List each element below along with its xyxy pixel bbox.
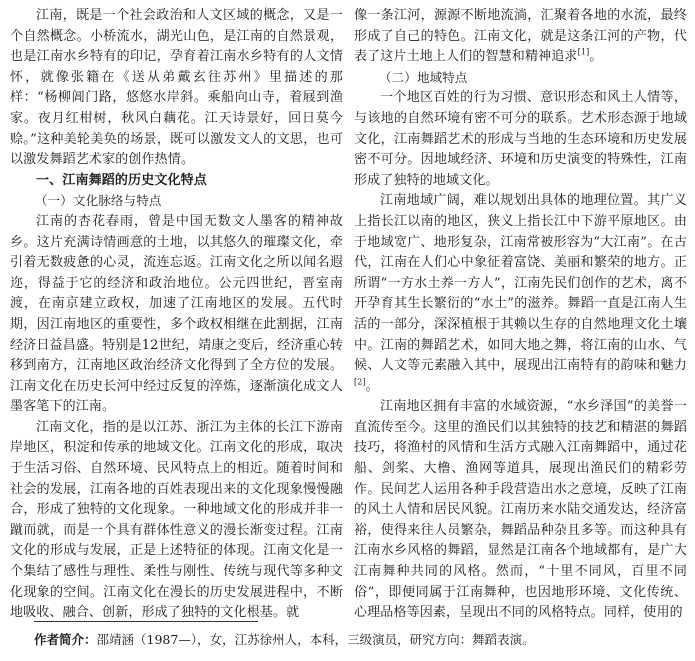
continued-paragraph-end: 。 — [589, 49, 603, 65]
right-column — [354, 6, 687, 624]
culture-paragraph-1: 江南的杏花春雨，曾是中国无数文人墨客的精神故乡。这片充满诗情画意的土地，以其悠久的璀璨文化，牵引着无数疲惫的心灵，流连忘返。江南文化之所以闻名遐迩，得益于它的经济和政治地位。公元四世纪，晋室南渡，在南京建立政权，加速了江南地区的发展。五代时期，因江南地区的重要性，多个政权相继在此割据，江南经济日益昌盛。特别是12世纪，靖康之变后，经济重心转移到南方，江南地区政治经济文化得到了全方位的发展。江南文化在历史长河中经过反复的淬炼，逐渐演化成文人墨客笔下的江南。 — [10, 213, 343, 415]
subsection-heading-culture: （一）文化脉络与特点 — [35, 193, 162, 209]
region-paragraph-2 — [354, 191, 687, 397]
author-note-text: 邵靖涵（1987—），女，江苏徐州人，本科，三级演员，研究方向：舞蹈表演。 — [96, 632, 535, 647]
region-paragraph-2-text: 江南地域广阔，难以规划出具体的地理位置。其广义上指长江以南的地区，狭义上指长江中下游平原地区。由于地域宽广、地形复杂，江南常被形容为“大江南”。在古代，江南在人们心中象征着富饶、美丽和繁荣的地方。正所谓“一方水土养一方人”，江南先民们创作的艺术，离不开孕育其生长繁衍的“水土”的滋养。舞蹈一直是江南人生活的一部分，深深植根于其赖以生存的自然地理文化土壤中。江南的舞蹈艺术，如同大地之舞，将江南的山水、气候、人文等元素融入其中，展现出江南特有的韵味和魅力 — [354, 193, 687, 374]
intro-paragraph: 江南，既是一个社会政治和人文区域的概念，又是一个自然概念。小桥流水，湖光山色，是江南的自然景观，也是江南水乡特有的印记，孕育着江南水乡特有的人文情怀，就像张籍在《送从弟戴玄往苏州》里描述的那样：“杨柳阊门路，悠悠水岸斜。乘船向山寺，着屐到渔家。夜月红柑树，秋风白藕花。江天诗景好，回日莫今赊。”这种美轮美奂的场景，既可以激发文人的文思，也可以激发舞蹈艺术家的创作热情。 — [10, 8, 343, 168]
left-column — [10, 6, 343, 624]
region-paragraph-1: 一个地区百姓的行为习惯、意识形态和风土人情等，与该地的自然环境有密不可分的联系。艺术形态源于地域文化，江南舞蹈艺术的形成与当地的生态环境和历史发展密不可分。因地域经济、环境和历史演变的特殊性，江南形成了独特的地域文化。 — [354, 90, 687, 188]
footnote-divider — [34, 621, 258, 622]
culture-paragraph-2: 江南文化，指的是以江苏、浙江为主体的长江下游南岸地区，积淀和传承的地域文化。江南文化的形成，取决于生活习俗、自然环境、民风特点上的相近。随着时间和社会的发展，江南各地的百姓表现出来的文化现象慢慢融合，形成了独特的文化现象。一种地域文化的形成并非一蹴而就，而是一个具有群体性意义的漫长渐变过程。江南文化的形成与发展，正是上述特征的体现。江南文化是一个集结了感性与理性、柔性与刚性、传统与现代等多种文化现象的空间。江南文化在漫长的历史发展进程中，不断地吸收、融合、创新，形成了独特的文化根基。就 — [10, 419, 343, 621]
section-heading: 一、江南舞蹈的历史文化特点 — [36, 172, 207, 188]
citation-ref-1: [1] — [577, 47, 590, 57]
region-paragraph-2-end: 。 — [365, 378, 379, 394]
author-note-label: 作者简介： — [34, 632, 97, 647]
citation-ref-2: [2] — [354, 377, 366, 387]
region-paragraph-3: 江南地区拥有丰富的水域资源，“水乡泽国”的美誉一直流传至今。这里的渔民们以其独特的技艺和精湛的舞蹈技巧，将渔村的风情和生活方式融入江南舞蹈中，通过花船、剑桨、大橹、渔网等道具，展现出渔民们的精彩劳作。民间艺人运用各种手段营造出水之意境，反映了江南的风土人情和居民风貌。江南历来水陆交通发达，经济富裕，使得来往人员繁杂，舞蹈品种杂且多等。而这种具有江南水乡风格的舞蹈，显然是江南各个地域都有，是广大江南舞种共同的风格。然而，“十里不同风，百里不同俗”，即便同属于江南舞种，也因地形环境、文化传统、心理品格等因素，呈现出不同的风格特点。同样，使用的 — [354, 399, 687, 621]
continued-paragraph-text: 像一条江河，源源不断地流淌，汇聚着各地的水流，最终形成了自己的特色。江南文化，就是这条江河的产物，代表了这片土地上人们的智慧和精神追求 — [354, 8, 687, 65]
author-note — [34, 632, 535, 648]
continued-paragraph — [354, 6, 687, 68]
subsection-heading-region: （二）地域特点 — [379, 69, 468, 85]
